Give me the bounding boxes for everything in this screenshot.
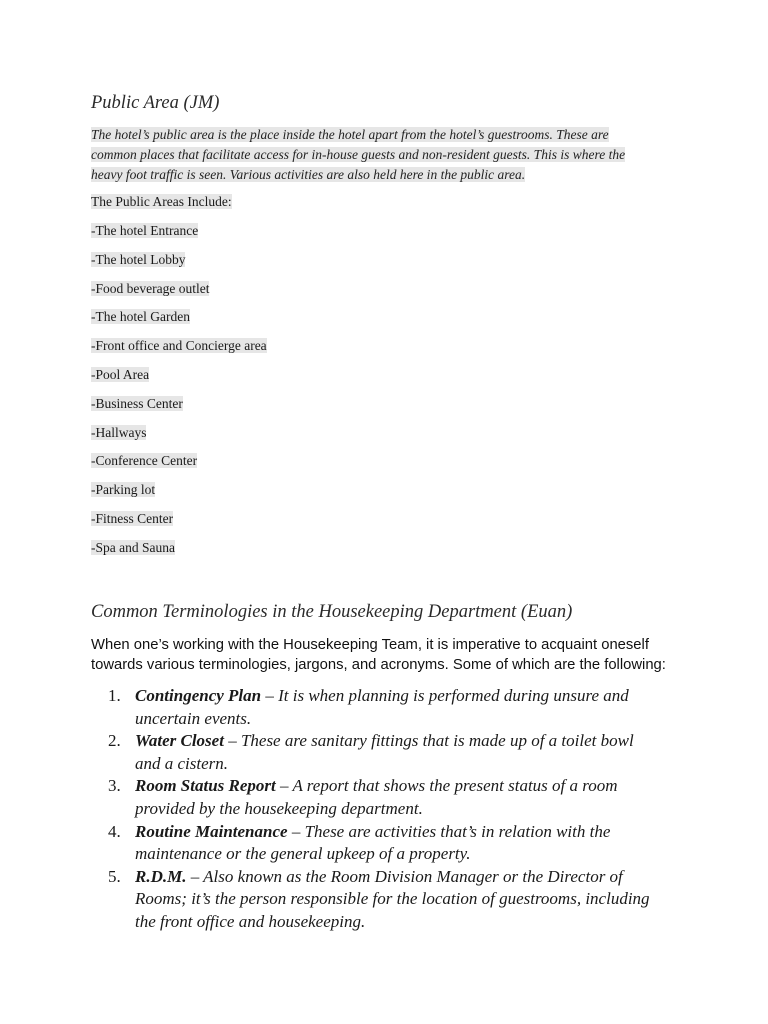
term-definition: – A report that shows the present status of a room <box>275 776 618 796</box>
item-number: 4. <box>108 821 121 841</box>
term-name: Contingency Plan <box>135 686 262 705</box>
list-item: -Food beverage outlet <box>91 280 210 296</box>
list-item: -Front office and Concierge area <box>91 338 267 354</box>
list-item: -Business Center <box>91 395 183 411</box>
term-item <box>108 821 688 866</box>
public-areas-list <box>91 222 267 568</box>
list-item: -Spa and Sauna <box>91 539 175 555</box>
term-name: Water Closet <box>135 731 224 751</box>
public-area-heading: Public Area (JM) <box>91 93 220 113</box>
term-item <box>108 730 688 775</box>
intro-line: The hotel’s public area is the place inside the hotel apart from the hotel’s guestrooms. These are <box>91 127 609 142</box>
terminologies-heading: Common Terminologies in the Housekeeping Department (Euan) <box>91 602 573 622</box>
term-item <box>108 685 688 730</box>
term-item <box>108 866 688 934</box>
term-definition: – These are activities that’s in relation with the <box>287 821 611 841</box>
term-definition: and a cistern. <box>135 753 229 773</box>
list-item: -The hotel Garden <box>91 309 190 325</box>
terminologies-intro <box>91 635 691 675</box>
list-item: -The hotel Lobby <box>91 251 186 267</box>
item-number: 5. <box>108 866 121 886</box>
term-name: Routine Maintenance <box>135 821 288 841</box>
list-item: -Conference Center <box>91 453 198 469</box>
term-definition: provided by the housekeeping department. <box>135 798 423 818</box>
item-number: 2. <box>108 731 121 751</box>
term-name: R.D.M. <box>135 866 187 886</box>
term-definition: Rooms; it’s the person responsible for the location of guestrooms, including <box>135 889 650 909</box>
list-item: -Hallways <box>91 424 147 440</box>
intro-line: towards various terminologies, jargons, and acronyms. Some of which are the following: <box>91 657 666 673</box>
item-number: 3. <box>108 776 121 796</box>
intro-line: When one’s working with the Housekeeping Team, it is imperative to acquaint oneself <box>91 637 649 653</box>
term-definition: the front office and housekeeping. <box>135 911 366 931</box>
public-area-intro <box>91 125 691 185</box>
term-name: Room Status Report <box>135 776 276 796</box>
list-item: -Parking lot <box>91 482 156 498</box>
terminologies-list <box>108 685 688 934</box>
term-definition: – Also known as the Room Division Manager or the Director of <box>186 866 623 886</box>
item-number: 1. <box>108 686 121 705</box>
intro-line: common places that facilitate access for in-house guests and non-resident guests. This is where the <box>91 147 626 162</box>
list-item: -Fitness Center <box>91 510 174 526</box>
term-item <box>108 775 688 820</box>
term-definition: maintenance or the general upkeep of a property. <box>135 844 471 864</box>
list-item: -Pool Area <box>91 366 150 382</box>
term-definition: – It is when planning is performed during unsure and <box>261 686 629 705</box>
public-areas-list-intro: The Public Areas Include: <box>91 194 232 209</box>
term-definition: uncertain events. <box>135 708 252 728</box>
intro-line: heavy foot traffic is seen. Various activities are also held here in the public area. <box>91 167 526 182</box>
term-definition: – These are sanitary fittings that is made up of a toilet bowl <box>223 731 634 751</box>
list-item: -The hotel Entrance <box>91 223 199 238</box>
